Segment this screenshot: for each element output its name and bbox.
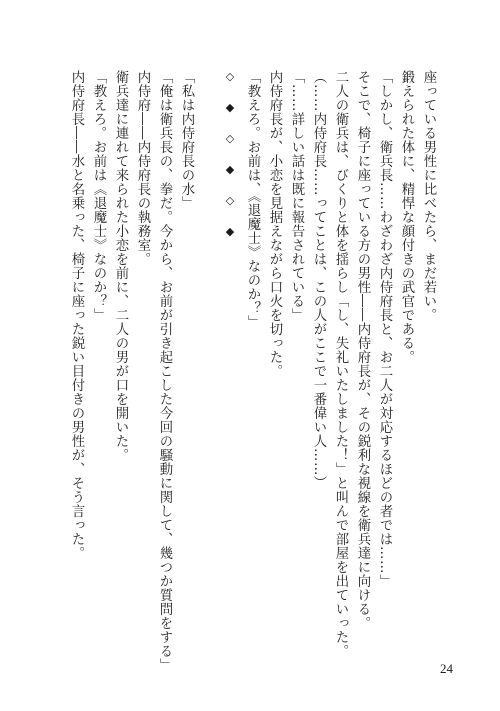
text-column: そこで、椅子に座っている方の男性――内侍府長が、その鋭利な視線を衛兵達に向ける。 bbox=[355, 70, 370, 630]
filled-diamond-icon: ◆ bbox=[225, 163, 235, 176]
text-column: 「教えろ。お前は《退魔士》なのか？」 bbox=[91, 70, 106, 322]
text-column: 「しかし、衛兵長……わざわざ内侍府長と、お二人が対応するほどの者では……」 bbox=[377, 70, 392, 588]
text-column: 二人の衛兵は、びくりと体を揺らし「し、失礼いたしました！」と叫んで部屋を出ていった。 bbox=[333, 70, 348, 658]
hollow-diamond-icon: ◇ bbox=[225, 194, 235, 207]
text-column: 「私は内侍府長の水」 bbox=[179, 70, 194, 210]
text-column: 鍛えられた体に、精悍な顔付きの武官である。 bbox=[399, 70, 414, 364]
page-number: 24 bbox=[440, 661, 453, 676]
text-column: 「教えろ。お前は、《退魔士》なのか？」 bbox=[245, 70, 260, 330]
filled-diamond-icon: ◆ bbox=[225, 225, 235, 238]
text-column: 座っている男性に比べたら、まだ若い。 bbox=[421, 70, 436, 322]
text-column: 「俺は衛兵長の、拳だ。今から、お前が引き起こした今回の騒動に関して、幾つか質問をする」 bbox=[157, 70, 172, 672]
filled-diamond-icon: ◆ bbox=[225, 101, 235, 114]
text-column: 「……詳しい話は既に報告されている」 bbox=[289, 70, 304, 322]
scene-break bbox=[220, 70, 240, 239]
text-column: 内侍府――内侍府長の執務室。 bbox=[135, 70, 150, 266]
text-column: 衛兵達に連れて来られた小恋を前に、二人の男が口を開いた。 bbox=[113, 70, 128, 462]
text-column: 内侍府長――水と名乗った、椅子に座った鋭い目付きの男性が、そう言った。 bbox=[69, 70, 84, 560]
hollow-diamond-icon: ◇ bbox=[225, 132, 235, 145]
text-column: 内侍府長が、小恋を見据えながら口火を切った。 bbox=[267, 70, 282, 378]
hollow-diamond-icon: ◇ bbox=[225, 70, 235, 83]
text-column: （……内侍府長……ってことは、この人がここで一番偉い人……） bbox=[311, 70, 326, 490]
